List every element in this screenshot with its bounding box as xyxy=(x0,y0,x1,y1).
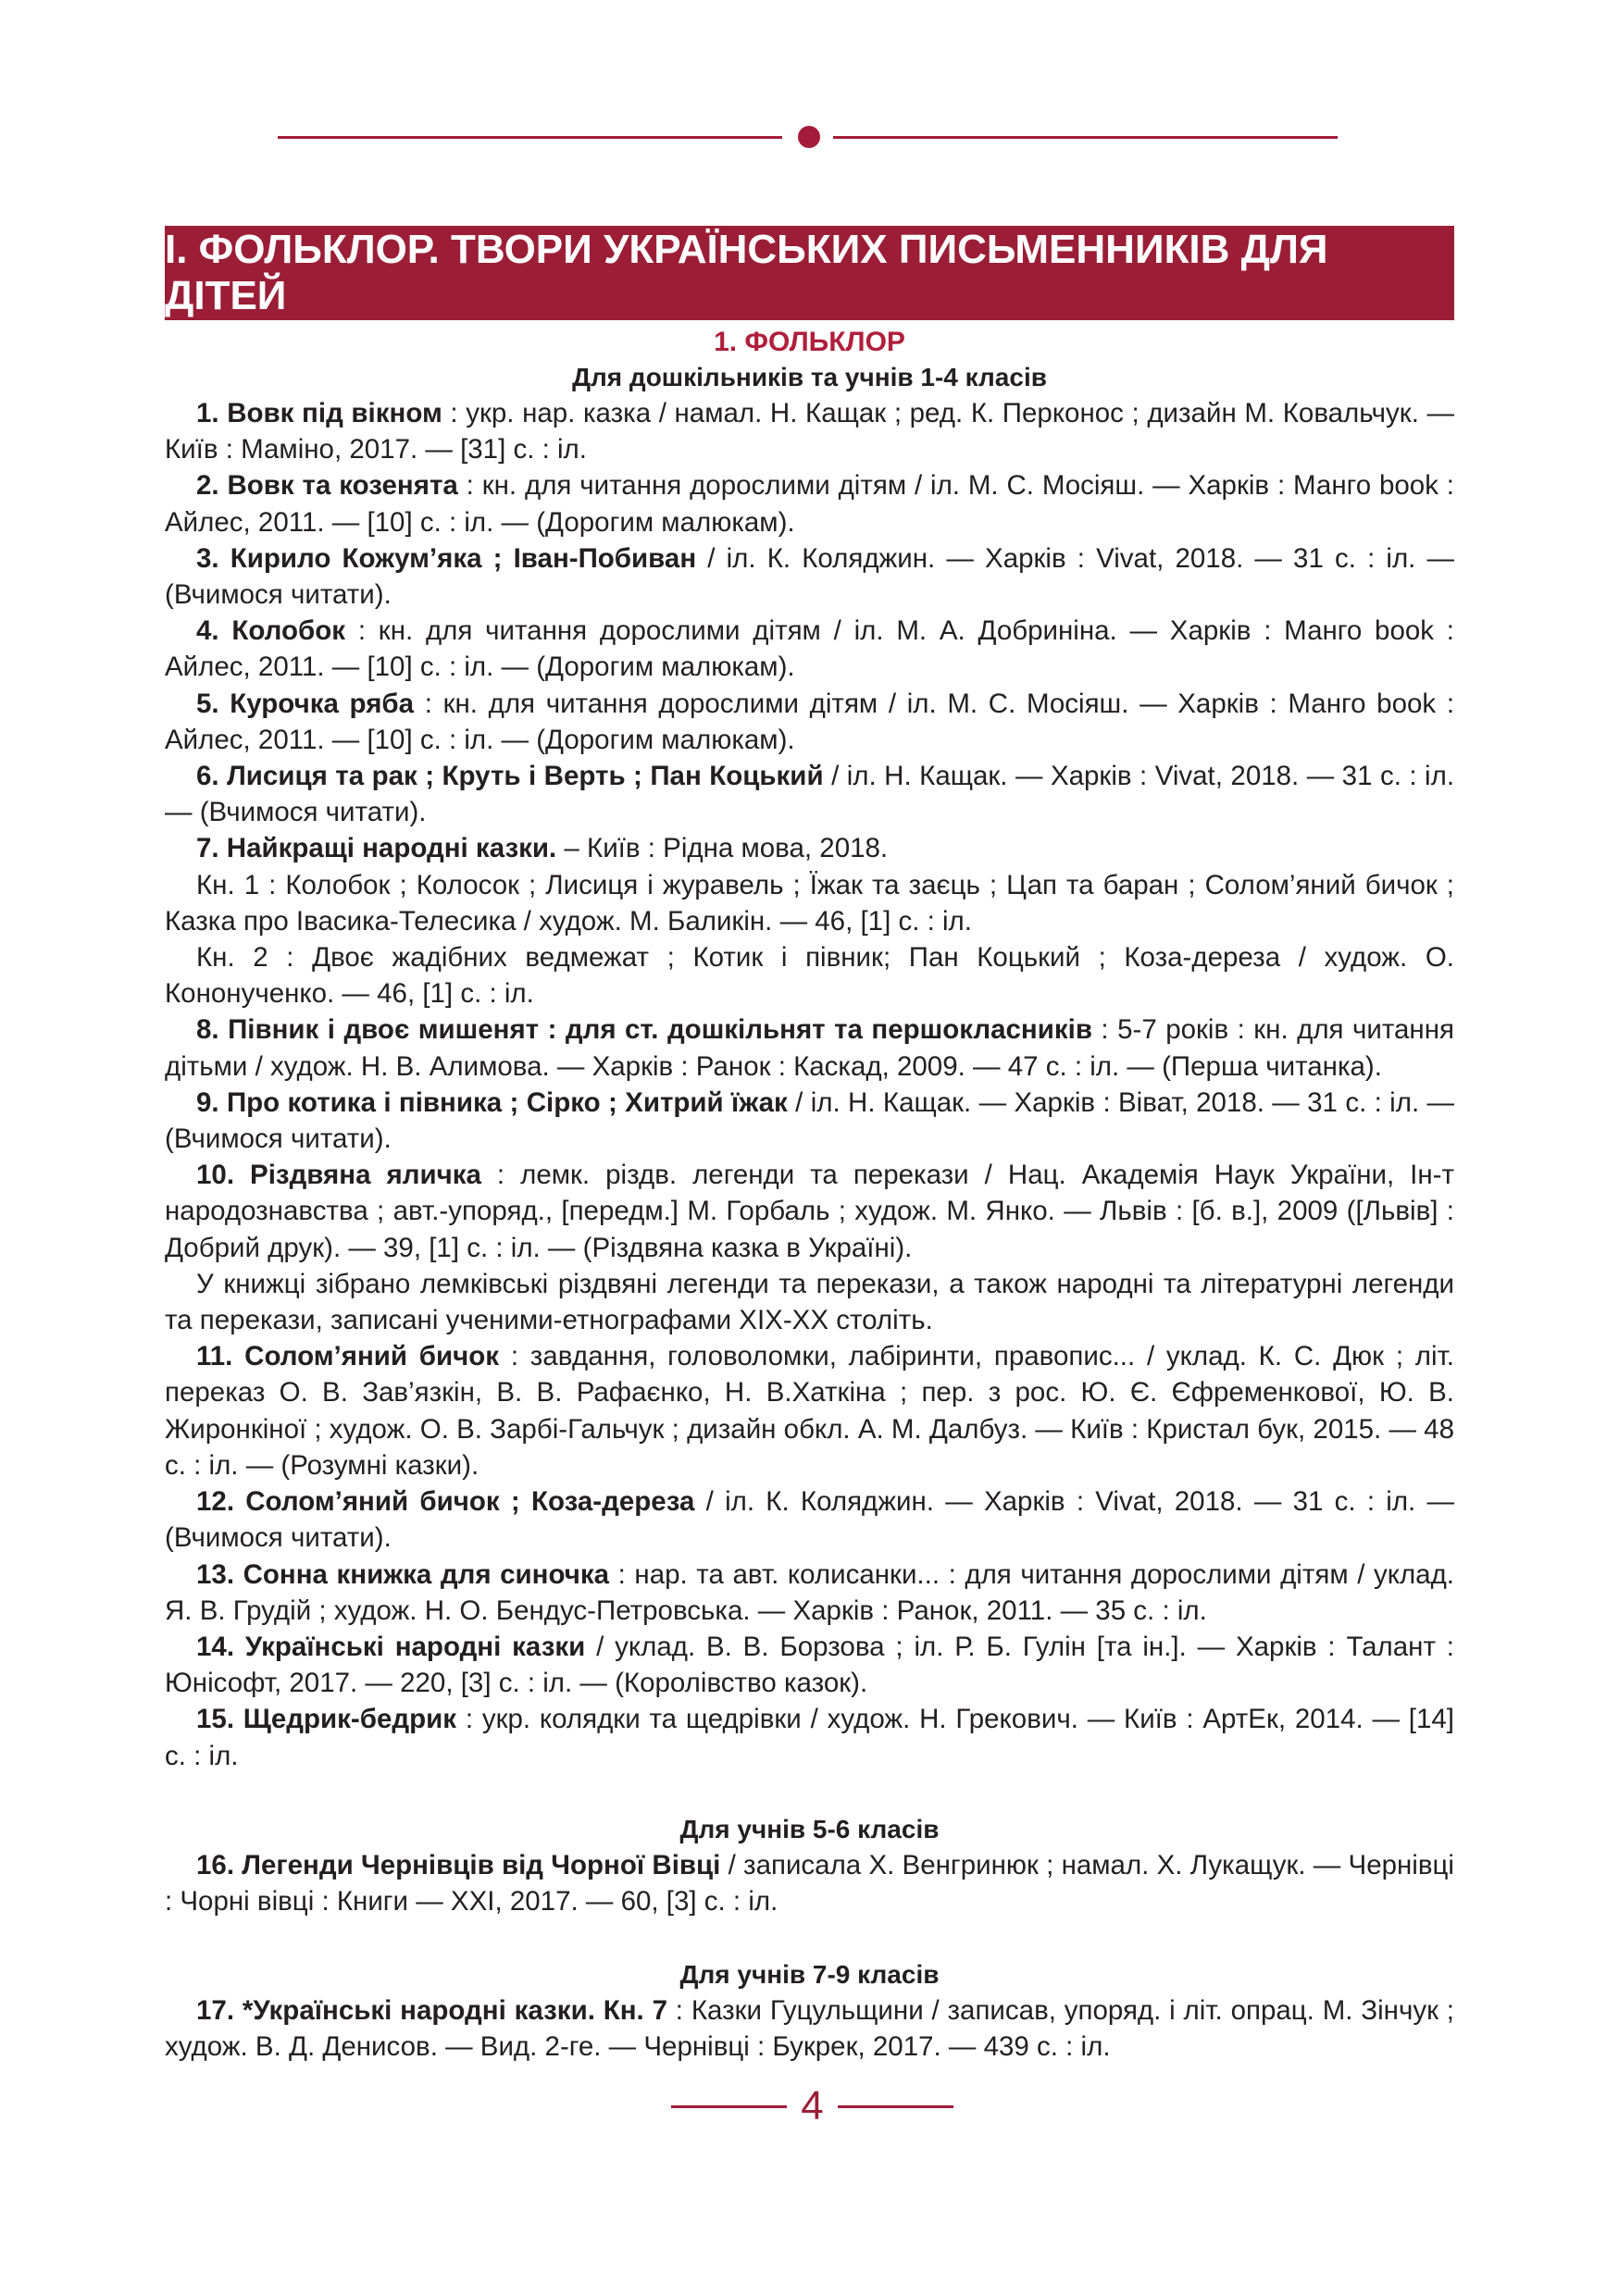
page-footer xyxy=(0,2080,1619,2132)
ornament-dot xyxy=(798,126,820,148)
entry-title: 5. Курочка ряба xyxy=(196,688,415,719)
entry-title: 14. Українські народні казки xyxy=(196,1631,586,1662)
section-title: 1. ФОЛЬКЛОР xyxy=(714,327,905,357)
bibliography-entry xyxy=(165,758,1454,830)
bibliography-entry xyxy=(165,1701,1454,1773)
entry-title: 17. *Українські народні казки. Кн. 7 xyxy=(196,1995,667,2027)
page-content xyxy=(165,325,1454,2066)
bibliography-entry xyxy=(165,1011,1454,1084)
entry-title: 6. Лисиця та рак ; Круть і Верть ; Пан Коцький xyxy=(196,761,824,792)
bibliography-entry xyxy=(165,686,1454,758)
bibliography-entry xyxy=(165,867,1454,939)
entry-details: / іл. Н. Кащак. — Харків : Vivat, 2018. — 31 с. : іл. — (Вчимося читати). xyxy=(165,761,1455,828)
entry-details: : укр. колядки та щедрівки / худож. Н. Грекович. — Київ : АртЕк, 2014. — [14] с. : іл. xyxy=(165,1704,1454,1771)
bibliography-entry xyxy=(165,1085,1454,1157)
entry-details: : нар. та авт. колисанки... : для читання дорослими дітям / уклад. Я. В. Грудій ; худож. Н. О. Бендус-Петровська. — Харків : Ранок, 2011. — 35 с. : іл. xyxy=(165,1558,1454,1626)
entry-details: Кн. 1 : Колобок ; Колосок ; Лисиця і журавель ; Їжак та заєць ; Цап та баран ; Солом’яний бичок ; Казка про Івасика-Телесика / худож. М. Баликін. — 46, [1] с. : іл. xyxy=(165,869,1454,937)
bibliography-entry xyxy=(165,467,1454,540)
entry-title: 11. Солом’яний бичок xyxy=(196,1341,500,1372)
footer-line-left xyxy=(671,2105,787,2108)
entry-title: 1. Вовк під вікном xyxy=(196,398,442,428)
bibliography-entry xyxy=(165,1847,1454,1919)
bibliography-entry xyxy=(165,1557,1454,1629)
entry-details: / іл. К. Коляджин. — Харків : Vivat, 2018. — 31 с. : іл. — (Вчимося читати). xyxy=(165,1486,1455,1554)
entry-title: 9. Про котика і півника ; Сірко ; Хитрий їжак xyxy=(196,1086,788,1118)
entry-details: – Київ : Рідна мова, 2018. xyxy=(556,833,889,864)
entry-title: 4. Колобок xyxy=(196,615,346,647)
bibliography-entry xyxy=(165,1266,1454,1338)
bibliography-entry xyxy=(165,1483,1454,1556)
bibliography-entry xyxy=(165,830,1454,866)
entry-title: 15. Щедрик-бедрик xyxy=(196,1704,457,1735)
entry-details: : укр. нар. казка / намал. Н. Кащак ; ред. К. Перконос ; дизайн М. Ковальчук. — Київ : Маміно, 2017. — [31] с. : іл. xyxy=(165,398,1455,465)
chapter-banner xyxy=(165,226,1454,320)
page-number: 4 xyxy=(801,2083,824,2128)
entry-title: 7. Найкращі народні казки. xyxy=(196,833,557,864)
bibliography-entry xyxy=(165,1992,1454,2065)
entry-details: : завдання, головоломки, лабіринти, правопис... / уклад. К. С. Дюк ; літ. переказ О. В. Зав’язкін, В. В. Рафаєнко, Н. В.Хаткіна ; пер. з рос. Ю. Є. Єфременкової, Ю. В. Жиронкіної ; худож. О. В. Зарбі-Гальчук ; дизайн обкл. А. М. Далбуз. — Київ : Кристал бук, 2015. — 48 с. : іл. — (Розумні казки). xyxy=(165,1341,1454,1481)
top-ornament xyxy=(0,126,1619,148)
entry-details: Кн. 2 : Двоє жадібних ведмежат ; Котик і півник; Пан Коцький ; Коза-дереза / худож. О. Кононученко. — 46, [1] с. : іл. xyxy=(165,942,1454,1010)
bibliography-entry xyxy=(165,939,1454,1011)
audience-heading: Для учнів 7-9 класів xyxy=(679,1960,940,1990)
entry-title: 8. Півник і двоє мишенят : для ст. дошкільнят та першокласників xyxy=(196,1014,1092,1046)
entry-title: 2. Вовк та козенята xyxy=(196,470,458,502)
entry-details: : лемк. різдв. легенди та перекази / Нац. Академія Наук України, Ін-т народознавства ; авт.-упоряд., [передм.] М. Горбаль ; худож. М. Янко. — Львів : [б. в.], 2009 ([Львів] : Добрий друк). — 39, [1] с. : іл. — (Різдвяна казка в Україні). xyxy=(165,1160,1454,1263)
bibliography-entry xyxy=(165,1629,1454,1701)
entry-details: : кн. для читання дорослими дітям / іл. М. С. Мосіяш. — Харків : Манго book : Айлес, 2011. — [10] с. : іл. — (Дорогим малюкам). xyxy=(165,688,1455,755)
entry-details: : кн. для читання дорослими дітям / іл. М. С. Мосіяш. — Харків : Манго book : Айлес, 2011. — [10] с. : іл. — (Дорогим малюкам). xyxy=(165,470,1455,538)
ornament-line-right xyxy=(833,136,1338,139)
footer-line-right xyxy=(838,2105,953,2108)
bibliography-entry xyxy=(165,395,1454,467)
bibliography-entry xyxy=(165,1338,1454,1483)
entry-title: 16. Легенди Чернівців від Чорної Вівці xyxy=(196,1849,721,1880)
entry-details: / іл. К. Коляджин. — Харків : Vivat, 2018. — 31 с. : іл. — (Вчимося читати). xyxy=(165,542,1455,611)
group-spacer xyxy=(165,1774,1454,1812)
entry-title: 3. Кирило Кожум’яка ; Іван-Побиван xyxy=(196,542,697,574)
bibliography-entry xyxy=(165,1157,1454,1266)
audience-heading: Для учнів 5-6 класів xyxy=(679,1814,940,1843)
entry-details: У книжці зібрано лемківські різдвяні легенди та перекази, а також народні та літературні легенди та перекази, записані ученими-етнографами XIX-XX століть. xyxy=(165,1268,1454,1336)
entry-details: / уклад. В. В. Борзова ; іл. Р. Б. Гулін [та ін.]. — Харків : Талант : Юнісофт, 2017. — 220, [3] с. : іл. — (Королівство казок). xyxy=(165,1631,1455,1699)
entry-details: : кн. для читання дорослими дітям / іл. М. А. Добриніна. — Харків : Манго book : Айлес, 2011. — [10] с. : іл. — (Дорогим малюкам). xyxy=(165,615,1454,683)
entry-title: 13. Сонна книжка для синочка xyxy=(196,1558,610,1590)
entry-details: / записала Х. Венгринюк ; намал. Х. Лукащук. — Чернівці : Чорні вівці : Книги — ХХІ, 2017. — 60, [3] с. : іл. xyxy=(165,1849,1454,1917)
bibliography-groups xyxy=(165,360,1454,2066)
entry-details: : 5-7 років : кн. для читання дітьми / худож. Н. В. Алимова. — Харків : Ранок : Каскад, 2009. — 47 с. : іл. — (Перша читанка). xyxy=(165,1014,1454,1082)
ornament-line-left xyxy=(278,136,782,139)
entry-title: 12. Солом’яний бичок ; Коза-дереза xyxy=(196,1486,695,1518)
audience-heading: Для дошкільників та учнів 1-4 класів xyxy=(572,363,1047,391)
chapter-title: І. ФОЛЬКЛОР. ТВОРИ УКРАЇНСЬКИХ ПИСЬМЕННИКІВ ДЛЯ ДІТЕЙ xyxy=(165,227,1328,318)
entry-details: : Казки Гуцульщини / записав, упоряд. і літ. опрац. М. Зінчук ; худож. В. Д. Денисов. — Вид. 2-ге. — Чернівці : Букрек, 2017. — 439 с. : іл. xyxy=(165,1995,1454,2063)
bibliography-entry xyxy=(165,613,1454,685)
entry-title: 10. Різдвяна яличка xyxy=(196,1160,481,1191)
entry-details: / іл. Н. Кащак. — Харків : Віват, 2018. — 31 с. : іл. — (Вчимося читати). xyxy=(165,1086,1454,1155)
group-spacer xyxy=(165,1919,1454,1957)
bibliography-entry xyxy=(165,540,1454,613)
